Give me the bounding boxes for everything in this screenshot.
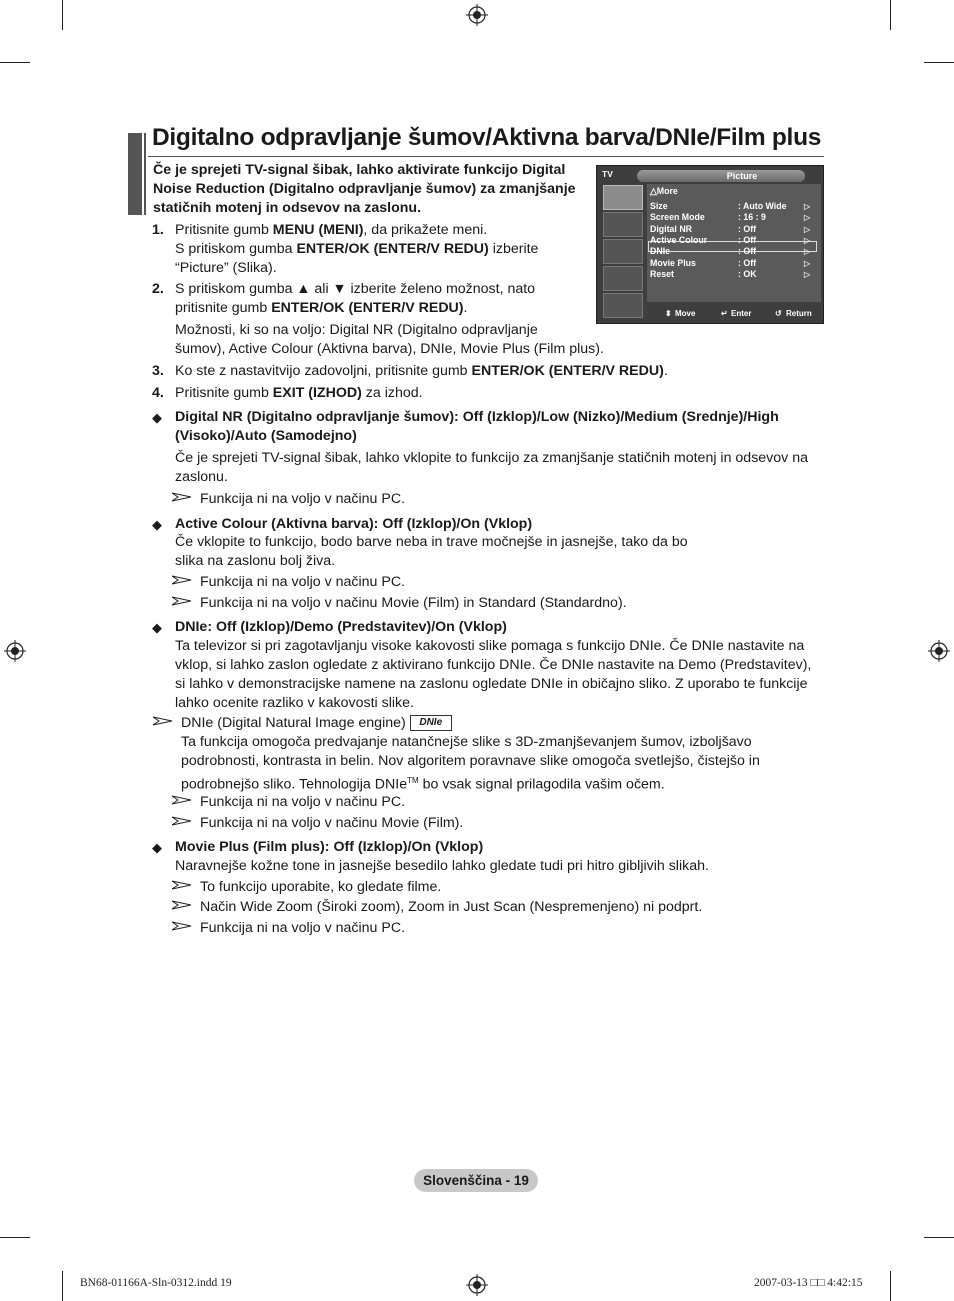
title-accent-bar (144, 133, 146, 215)
crop-mark (0, 62, 30, 63)
note-arrow-icon (172, 575, 192, 585)
note-arrow-icon (172, 795, 192, 805)
crop-mark (62, 1271, 63, 1301)
osd-tv-label: TV (602, 169, 613, 179)
title-divider (148, 156, 824, 157)
right-triangle-icon: ▷ (804, 225, 811, 234)
osd-row-digital-nr: Digital NR : Off ▷ (650, 224, 811, 234)
osd-row-active-colour: Active Colour : Off ▷ (650, 235, 811, 245)
input-category-icon (603, 293, 643, 318)
osd-help-bar: ⬍ Move ↵ Enter ↺ Return (665, 309, 812, 318)
note-arrow-icon (172, 492, 192, 502)
tv-osd-menu-screenshot (596, 165, 824, 324)
note-arrow-icon (172, 880, 192, 890)
sound-category-icon (603, 212, 643, 237)
crop-mark (0, 1237, 30, 1238)
right-triangle-icon: ▷ (804, 213, 811, 222)
osd-picture-list (647, 184, 821, 302)
crop-mark (890, 1271, 891, 1301)
osd-category-sidebar (600, 184, 645, 320)
osd-row-movie-plus: Movie Plus : Off ▷ (650, 258, 811, 268)
return-icon: ↺ (775, 309, 782, 318)
osd-row-reset: Reset : OK ▷ (650, 269, 811, 279)
registration-mark-icon (928, 640, 950, 662)
up-triangle-icon: △ (650, 186, 657, 196)
print-slug-file: BN68-01166A-Sln-0312.indd 19 (80, 1277, 232, 1289)
note-arrow-icon (172, 921, 192, 931)
crop-mark (890, 0, 891, 30)
osd-row-screen-mode: Screen Mode : 16 : 9 ▷ (650, 212, 811, 222)
note-arrow-icon (153, 716, 173, 726)
channel-category-icon (603, 239, 643, 264)
page-number-badge: Slovenščina - 19 (414, 1169, 538, 1192)
crop-mark (62, 0, 63, 30)
osd-row-dnie: DNIe : Off ▷ (650, 246, 811, 256)
registration-mark-icon (4, 640, 26, 662)
intro-text: Če je sprejeti TV-signal šibak, lahko aktivirate funkcijo Digital Noise Reduction (Digitalno odpravljanje šumov) za zmanjšanje statičnih motenj in odsevov na zaslonu. (153, 162, 576, 216)
diamond-bullet-icon: ◆ (152, 517, 162, 532)
setup-category-icon (603, 266, 643, 291)
note-arrow-icon (172, 596, 192, 606)
title-accent-bar (128, 133, 142, 215)
enter-icon: ↵ (721, 309, 728, 318)
crop-mark (924, 62, 954, 63)
crop-mark (924, 1237, 954, 1238)
right-triangle-icon: ▷ (804, 247, 811, 256)
move-icon: ⬍ (665, 309, 672, 318)
note-arrow-icon (172, 900, 192, 910)
osd-menu-title: Picture (726, 171, 758, 181)
right-triangle-icon: ▷ (804, 259, 811, 268)
registration-mark-icon (466, 4, 488, 26)
diamond-bullet-icon: ◆ (152, 410, 162, 425)
osd-row-size: Size : Auto Wide ▷ (650, 201, 811, 211)
diamond-bullet-icon: ◆ (152, 840, 162, 855)
diamond-bullet-icon: ◆ (152, 620, 162, 635)
registration-mark-icon (466, 1274, 488, 1296)
page-title: Digitalno odpravljanje šumov/Aktivna barva/DNIe/Film plus (152, 124, 822, 151)
picture-category-icon (603, 185, 643, 210)
right-triangle-icon: ▷ (804, 202, 811, 211)
print-slug-date: 2007-03-13 □□ 4:42:15 (754, 1277, 863, 1289)
dnie-logo: DNIe (410, 715, 452, 731)
note-arrow-icon (172, 816, 192, 826)
right-triangle-icon: ▷ (804, 270, 811, 279)
osd-more-label: More (656, 186, 678, 196)
right-triangle-icon: ▷ (804, 236, 811, 245)
